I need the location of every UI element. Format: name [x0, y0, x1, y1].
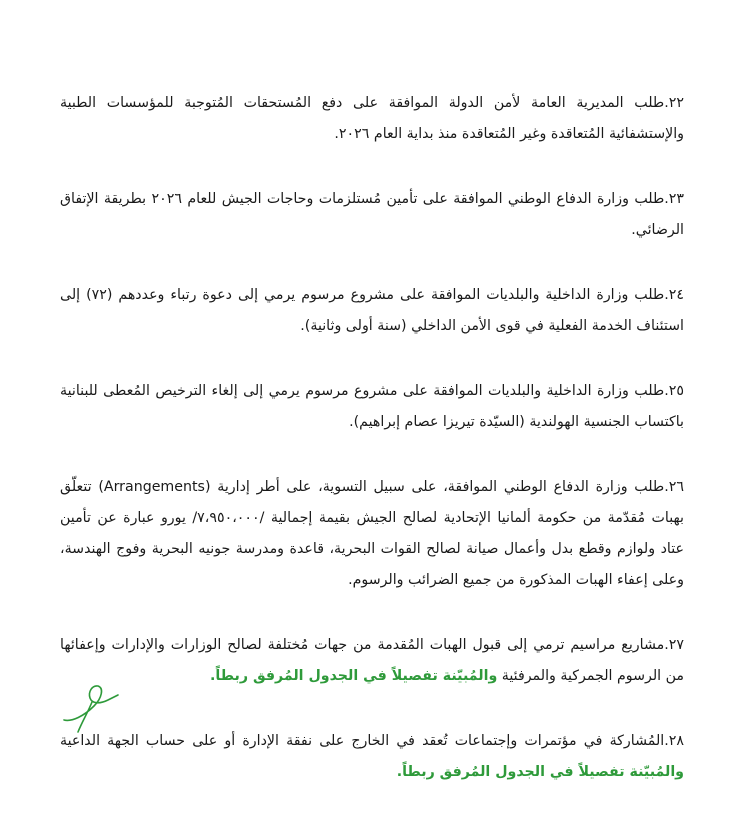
- item-body: مشاريع مراسيم ترمي إلى قبول الهبات المُقدمة من جهات مُختلفة لصالح الوزارات والإدارات وإعفائها من الرسوم الجمركية والمرفئية: [60, 637, 684, 684]
- handwritten-signature: [58, 676, 120, 734]
- agenda-item-text: [60, 88, 684, 150]
- item-body: المُشاركة في مؤتمرات وإجتماعات تُعقد في الخارج على نفقة الإدارة أو على حساب الجهة الداعية: [60, 733, 665, 749]
- agenda-page: [60, 88, 684, 822]
- agenda-item-28: [60, 726, 684, 788]
- item-number: ٢٢.: [664, 95, 684, 111]
- agenda-item-26: [60, 472, 684, 596]
- agenda-item-text: [60, 184, 684, 246]
- agenda-item-text: [60, 280, 684, 342]
- agenda-item-24: [60, 280, 684, 342]
- agenda-item-text: [60, 376, 684, 438]
- agenda-item-25: [60, 376, 684, 438]
- item-number: ٢٥.: [664, 383, 684, 399]
- item-body: طلب وزارة الداخلية والبلديات الموافقة على مشروع مرسوم يرمي إلى دعوة رتباء وعددهم (٧٢) إلى استئناف الخدمة الفعلية في قوى الأمن الداخلي (سنة أولى وثانية).: [60, 287, 684, 334]
- table-reference-highlight: والمُبيّنة تفصيلاً في الجدول المُرفق ربطاً.: [209, 668, 498, 684]
- item-number: ٢٨.: [664, 733, 684, 749]
- item-number: ٢٦.: [664, 479, 684, 495]
- item-body: طلب وزارة الداخلية والبلديات الموافقة على مشروع مرسوم يرمي إلى إلغاء الترخيص المُعطى للبنانية باكتساب الجنسية الهولندية (السيّدة تيريزا عصام إبراهيم).: [60, 383, 684, 430]
- item-body: طلب وزارة الدفاع الوطني الموافقة على تأمين مُستلزمات وحاجات الجيش للعام ٢٠٢٦ بطريقة الإتفاق الرضائي.: [60, 191, 684, 238]
- item-number: ٢٧.: [664, 637, 684, 653]
- agenda-item-text: [60, 726, 684, 788]
- item-body: طلب المديرية العامة لأمن الدولة الموافقة على دفع المُستحقات المُتوجبة للمؤسسات الطبية والإستشفائية المُتعاقدة وغير المُتعاقدة منذ بداية العام ٢٠٢٦.: [60, 95, 684, 142]
- agenda-item-text: [60, 630, 684, 692]
- item-number: ٢٤.: [664, 287, 684, 303]
- agenda-item-22: [60, 88, 684, 150]
- item-body: طلب وزارة الدفاع الوطني الموافقة، على سبيل التسوية، على أطر إدارية (Arrangements) تتعلّق بهبات مُقدّمة من حكومة ألمانيا الإتحادية لصالح الجيش بقيمة إجمالية /٧،٩٥٠،٠٠٠/ يورو عبارة عن تأمين عتاد ولوازم وقطع بدل وأعمال صيانة لصالح القوات البحرية، قاعدة ومدرسة جونيه البحرية وفوج الهندسة، وعلى إعفاء الهبات المذكورة من جميع الضرائب والرسوم.: [60, 479, 685, 588]
- agenda-item-27: [60, 630, 684, 692]
- table-reference-highlight: والمُبيّنة تفصيلاً في الجدول المُرفق ربطاً.: [396, 764, 684, 780]
- agenda-item-23: [60, 184, 684, 246]
- item-number: ٢٣.: [664, 191, 685, 207]
- agenda-item-text: [60, 472, 684, 596]
